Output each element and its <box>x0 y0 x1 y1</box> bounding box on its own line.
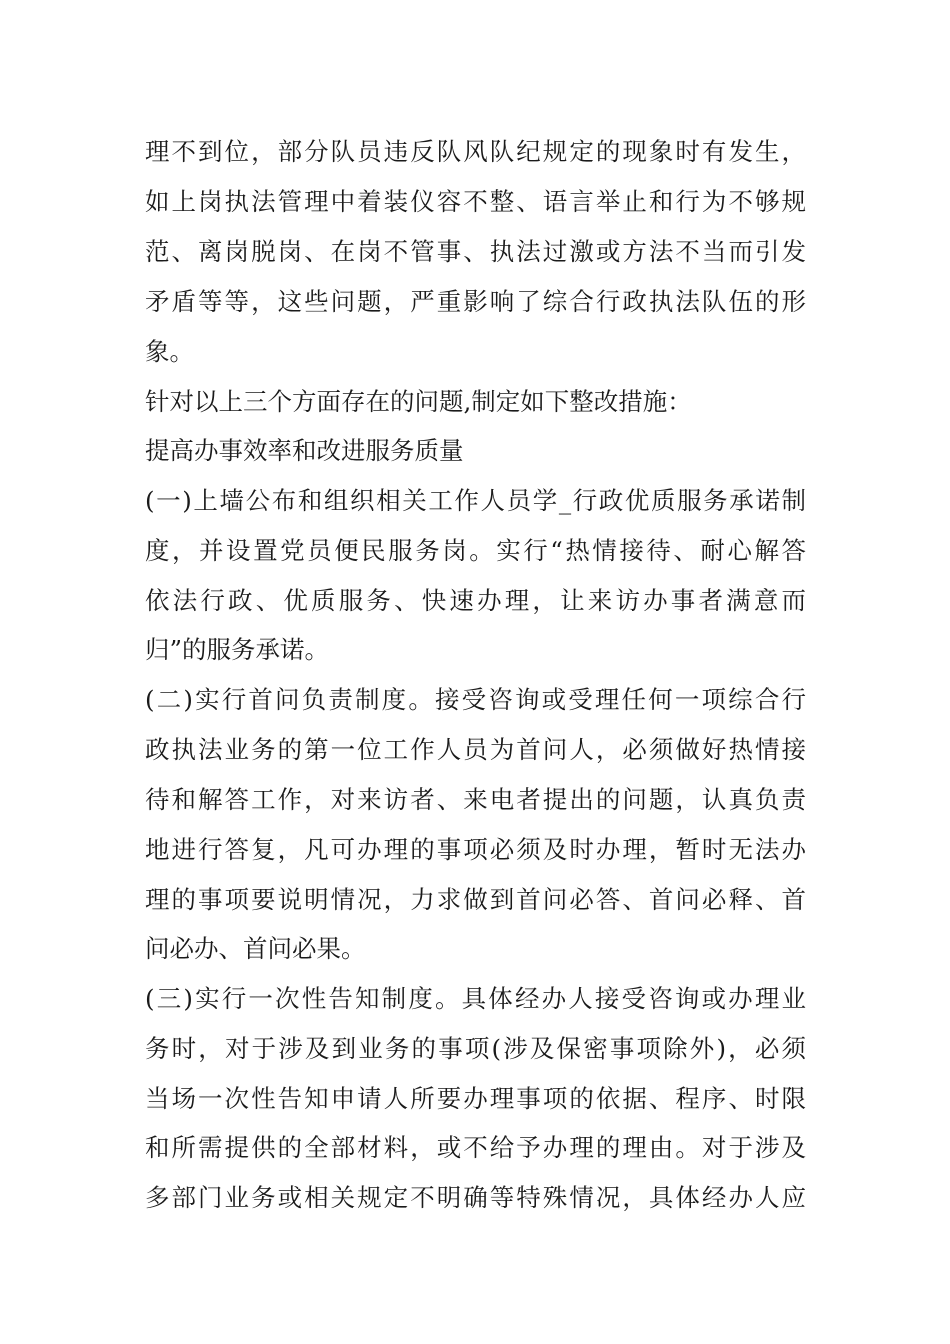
body-text-line: 理不到位，部分队员违反队风队纪规定的现象时有发生， <box>145 137 806 166</box>
body-text-line: 归”的服务承诺。 <box>145 635 330 664</box>
body-text-line: 当场一次性告知申请人所要办理事项的依据、程序、时限 <box>145 1084 806 1113</box>
body-text-line: (一)上墙公布和组织相关工作人员学_行政优质服务承诺制 <box>145 486 806 515</box>
body-text-line: 理的事项要说明情况，力求做到首问必答、首问必释、首 <box>145 885 806 914</box>
body-text-line: 待和解答工作，对来访者、来电者提出的问题，认真负责 <box>145 785 806 814</box>
body-text-line: (二)实行首问负责制度。接受咨询或受理任何一项综合行 <box>145 685 806 714</box>
body-text-line: 矛盾等等，这些问题，严重影响了综合行政执法队伍的形 <box>145 287 806 316</box>
body-text-line: (三)实行一次性告知制度。具体经办人接受咨询或办理业 <box>145 984 806 1013</box>
body-text-line: 问必办、首问必果。 <box>145 934 366 963</box>
body-text-line: 务时，对于涉及到业务的事项(涉及保密事项除外)，必须 <box>145 1034 806 1063</box>
body-text-line: 针对以上三个方面存在的问题,制定如下整改措施： <box>145 387 692 416</box>
body-text-line: 和所需提供的全部材料，或不给予办理的理由。对于涉及 <box>145 1133 806 1162</box>
body-text-line: 依法行政、优质服务、快速办理，让来访办事者满意而 <box>145 586 806 615</box>
section-heading: 提高办事效率和改进服务质量 <box>145 436 464 465</box>
body-text-line: 政执法业务的第一位工作人员为首问人，必须做好热情接 <box>145 735 806 764</box>
body-text-line: 如上岗执法管理中着装仪容不整、语言举止和行为不够规 <box>145 187 806 216</box>
body-text-line: 象。 <box>145 337 194 366</box>
body-text-line: 多部门业务或相关规定不明确等特殊情况，具体经办人应 <box>145 1183 806 1212</box>
body-text-line: 度，并设置党员便民服务岗。实行“热情接待、耐心解答 <box>145 536 806 565</box>
body-text-line: 范、离岗脱岗、在岗不管事、执法过激或方法不当而引发 <box>145 237 806 266</box>
body-text-line: 地进行答复，凡可办理的事项必须及时办理，暂时无法办 <box>145 835 806 864</box>
